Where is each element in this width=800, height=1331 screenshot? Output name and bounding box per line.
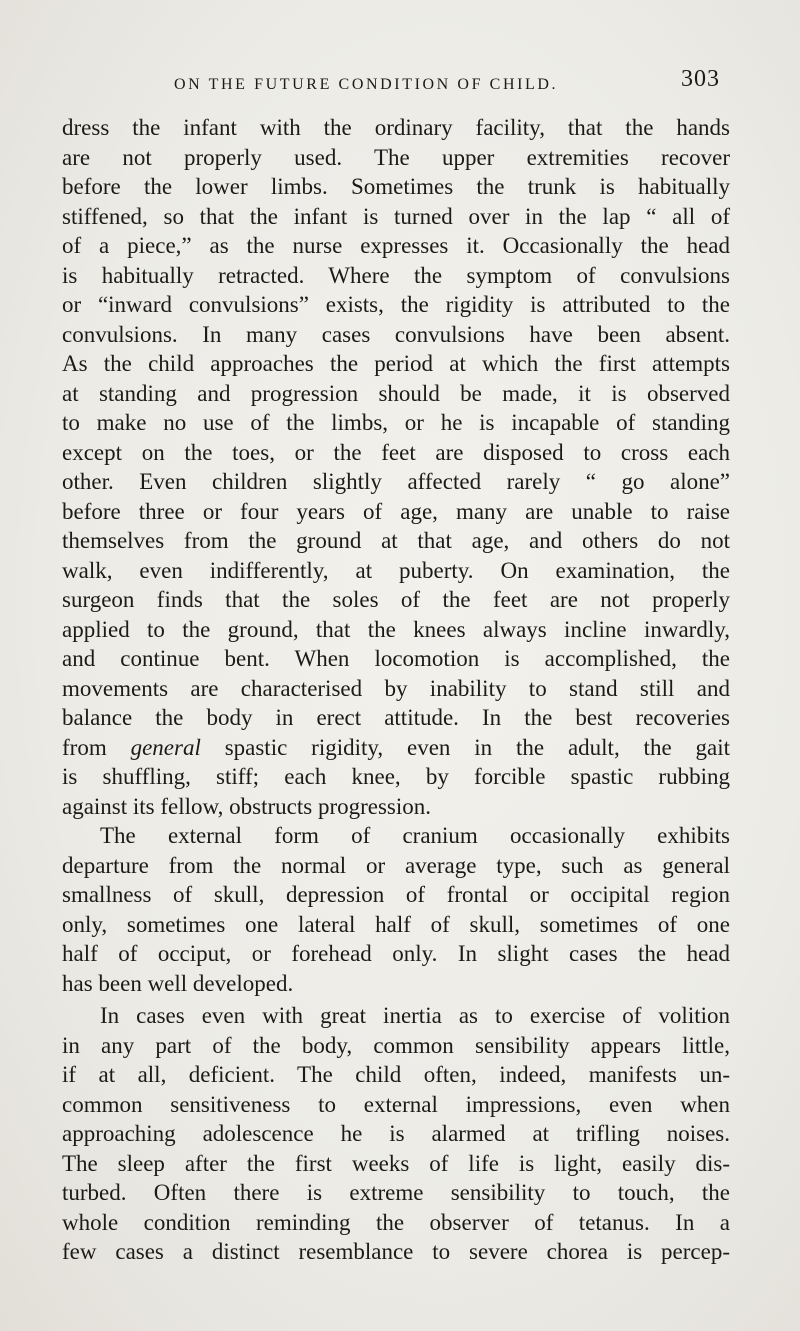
text-line: are not properly used. The upper extremities recover <box>62 144 730 170</box>
line-text-after: spastic rigidity, even in the adult, the gait <box>200 734 730 760</box>
text-line: before the lower limbs. Sometimes the trunk is habitually <box>62 174 730 199</box>
line-text-before: from <box>62 734 131 760</box>
running-title: ON THE FUTURE CONDITION OF CHILD. <box>174 76 559 93</box>
text-line: movements are characterised by inability to stand still and <box>62 675 730 701</box>
text-line: dress the infant with the ordinary facility, that the hands <box>62 115 730 140</box>
text-line: in any part of the body, common sensibility appears little, <box>62 1032 730 1058</box>
text-line: balance the body in erect attitude. In the best recoveries <box>62 705 730 730</box>
text-line: turbed. Often there is extreme sensibility to touch, the <box>62 1180 730 1205</box>
paragraph-start: In cases even with great inertia as to exercise of volition <box>100 1003 730 1028</box>
text-line: whole condition reminding the observer of tetanus. In a <box>62 1209 730 1235</box>
text-line: walk, even indifferently, at puberty. On examination, the <box>62 557 730 583</box>
text-line: to make no use of the limbs, or he is incapable of standing <box>62 410 730 435</box>
text-line: except on the toes, or the feet are disposed to cross each <box>62 439 730 465</box>
text-line: smallness of skull, depression of frontal or occipital region <box>62 882 730 907</box>
running-head <box>62 66 720 98</box>
text-line: if at all, deficient. The child often, indeed, manifests un- <box>62 1062 730 1087</box>
body-text <box>62 113 730 1267</box>
text-line: common sensitiveness to external impressions, even when <box>62 1091 730 1117</box>
text-line: is habitually retracted. Where the symptom of convulsions <box>62 262 730 288</box>
text-line: The sleep after the first weeks of life is light, easily dis- <box>62 1150 730 1176</box>
text-line: As the child approaches the period at which the first attempts <box>62 351 730 376</box>
text-line: or “inward convulsions” exists, the rigidity is attributed to the <box>62 292 730 317</box>
text-line-with-italic <box>62 733 730 763</box>
text-line: convulsions. In many cases convulsions have been absent. <box>62 321 730 347</box>
text-line: half of occiput, or forehead only. In slight cases the head <box>62 941 730 966</box>
text-line: approaching adolescence he is alarmed at trifling noises. <box>62 1121 730 1146</box>
text-line: other. Even children slightly affected rarely “ go alone” <box>62 469 730 494</box>
text-line: departure from the normal or average type, such as general <box>62 852 730 878</box>
text-line: before three or four years of age, many are unable to raise <box>62 498 730 524</box>
text-line: themselves from the ground at that age, and others do not <box>62 528 730 553</box>
text-line: of a piece,” as the nurse expresses it. Occasionally the head <box>62 233 730 258</box>
text-line: only, sometimes one lateral half of skull, sometimes of one <box>62 911 730 937</box>
text-line: and continue bent. When locomotion is accomplished, the <box>62 646 730 671</box>
page-number: 303 <box>681 66 720 92</box>
text-line: stiffened, so that the infant is turned over in the lap “ all of <box>62 203 730 229</box>
text-line: has been well developed. <box>62 970 294 996</box>
text-line: applied to the ground, that the knees always incline inwardly, <box>62 616 730 642</box>
text-line: at standing and progression should be made, it is observed <box>62 380 730 406</box>
text-line: against its fellow, obstructs progression. <box>62 793 432 819</box>
italic-word: general <box>130 734 201 760</box>
paragraph-start: The external form of cranium occasionally exhibits <box>100 823 730 848</box>
text-line: is shuffling, stiff; each knee, by forcible spastic rubbing <box>62 764 730 789</box>
text-line: surgeon finds that the soles of the feet are not properly <box>62 587 730 612</box>
text-line: few cases a distinct resemblance to severe chorea is percep- <box>62 1239 730 1264</box>
